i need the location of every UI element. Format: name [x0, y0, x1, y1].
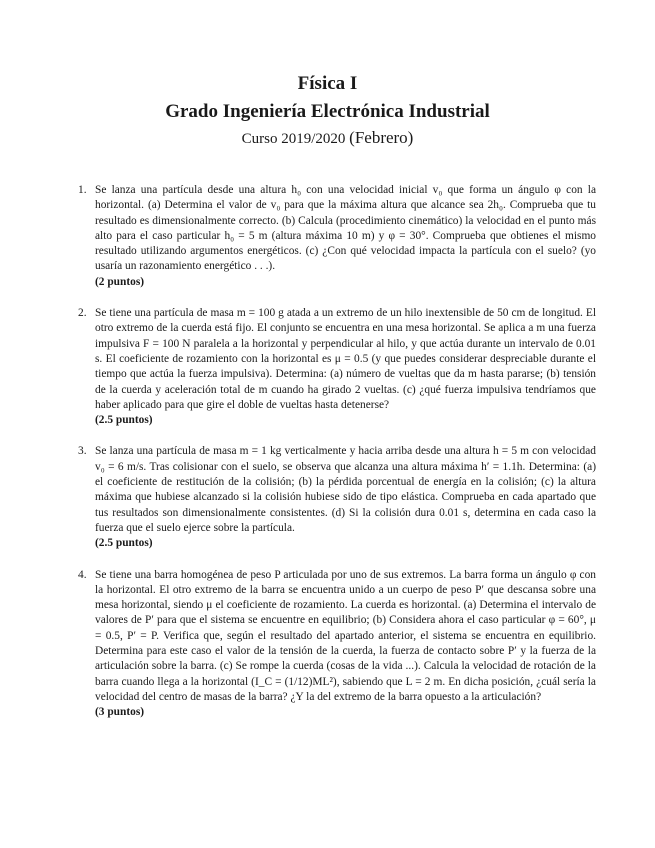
problem-number: 3. — [78, 445, 87, 458]
problem-points: (3 puntos) — [95, 706, 145, 719]
exam-session: (Febrero) — [349, 128, 414, 147]
problem-text: Se tiene una partícula de masa m = 100 g atada a un extremo de un hilo inextensible de 50 cm de longitud. El otro extremo de la cuerda está fijo. El conjunto se encuentra en una mesa horizontal. Se aplica a m una fuerza impulsiva F = 100 N paralela a la horizontal y perpendicular al hilo, y que actúa durante un intervalo de 0.01 s. El coeficiente de rozamiento con la horizontal es μ = 0.5 (y que puedes considerar despreciable durante el tiempo que actúa la fuerza impulsiva). Determina: (a) número de vueltas que da m hasta pararse; (b) tensión de la cuerda y aceleración total de m cuando ha girado 2 vueltas. (c) ¿qué fuerza impulsiva tendríamos que haber aplicado para que gire el doble de vueltas hasta detenerse? — [95, 307, 596, 411]
problem-4 — [78, 568, 596, 721]
problem-list — [78, 183, 596, 736]
problem-points: (2.5 puntos) — [95, 414, 153, 427]
problem-number: 2. — [78, 307, 87, 320]
problem-text: Se lanza una partícula de masa m = 1 kg verticalmente y hacia arriba desde una altura h = 5 m con velocidad v₀ = 6 m/s. Tras colisionar con el suelo, se observa que alcanza una altura máxima h′ = 1.1h. Determina: (a) el coeficiente de restitución de la colisión; (b) la pérdida porcentual de energía en la colisión; (c) la altura máxima que hubiese alcanzado si la colisión hubiese sido de tipo elástica. Comprueba en cada apartado que tus resultados son dimensionalmente consistentes. (d) Si la colisión dura 0.01 s, determina en cada caso la fuerza que el suelo ejerce sobre la partícula. — [95, 445, 596, 534]
problem-number: 1. — [78, 184, 87, 196]
problem-points: (2 puntos) — [95, 275, 145, 288]
academic-year: Curso 2019/2020 — [241, 131, 346, 147]
problem-text: Se tiene una barra homogénea de peso P articulada por uno de sus extremos. La barra forma un ángulo φ con la horizontal. El otro extremo de la barra se encuentra unido a un cuerpo de peso P′ que descansa sobre una mesa horizontal, siendo μ el coeficiente de rozamiento. La cuerda es horizontal. (a) Determina el intervalo de valores de P′ para que el sistema se encuentre en equilibrio; (b) Considera ahora el caso particular φ = 60°, μ = 0.5, P′ = P. Verifica que, según el resultado del apartado anterior, el sistema se encuentra en equilibrio. Determina para este caso el valor de la tensión de la cuerda, la fuerza de contacto sobre P′ y la fuerza de la articulación sobre la barra. (c) Se rompe la cuerda (cosas de la vida ...). Calcula la velocidad de rotación de la barra cuando llega a la horizontal (I_C = (1/12)ML²), sabiendo que L = 2 m. En dicha posición, ¿cuál sería la velocidad del centro de masas de la barra? ¿Y la del extremo de la barra opuesto a la articulación? — [95, 568, 596, 703]
course-title: Física I — [297, 73, 358, 94]
exam-header — [0, 72, 655, 149]
problem-2 — [78, 306, 596, 428]
problem-1 — [78, 183, 596, 290]
degree-title: Grado Ingeniería Electrónica Industrial — [165, 101, 490, 122]
problem-text: Se lanza una partícula desde una altura h₀ con una velocidad inicial v₀ que forma un ángulo φ con la horizontal. (a) Determina el valor de v₀ para que la máxima altura que alcance sea 2h₀. Comprueba que tu resultado es dimensionalmente correcto. (b) Calcula (procedimiento cinemático) la velocidad en el punto más alto para el caso particular h₀ = 5 m (altura máxima 10 m) y φ = 30°. Comprueba que obtienes el mismo resultado utilizando argumentos energéticos. (c) ¿Con qué velocidad impacta la partícula con el suelo? (yo usaría un razonamiento energético . . .). — [95, 184, 596, 273]
problem-number: 4. — [78, 568, 87, 581]
course-year — [0, 128, 655, 149]
problem-3 — [78, 444, 596, 551]
problem-points: (2.5 puntos) — [95, 537, 153, 550]
